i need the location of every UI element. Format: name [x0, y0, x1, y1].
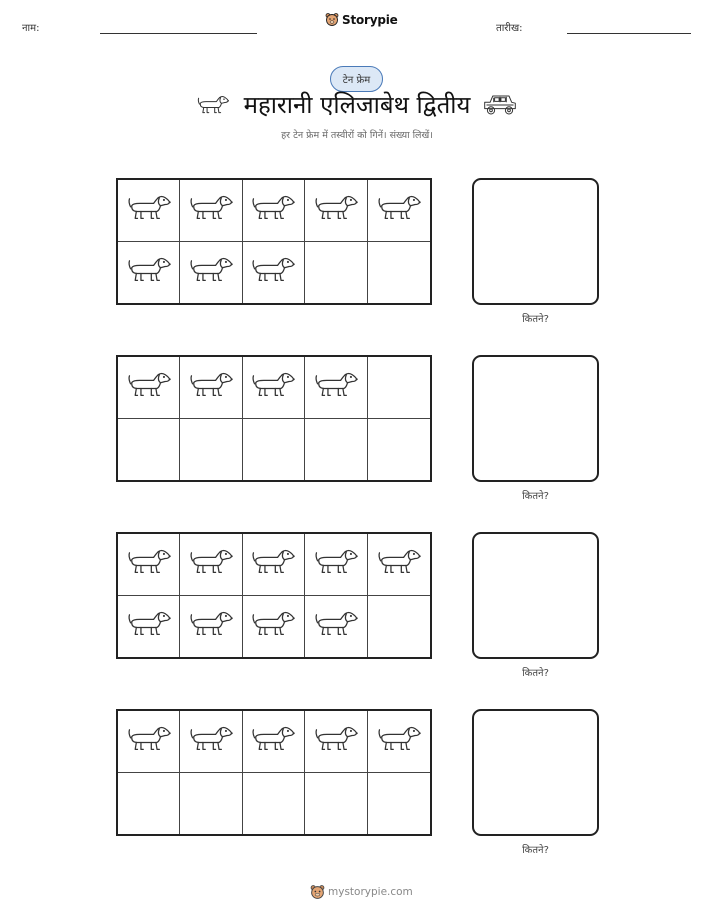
ten-frame-3 [116, 532, 432, 659]
dachshund-icon [313, 724, 359, 758]
dachshund-icon [250, 370, 296, 404]
ten-frame-cell [180, 419, 242, 481]
ten-frame-cell [368, 711, 430, 773]
ten-frame-cell [243, 242, 305, 304]
ten-frame-cell [118, 419, 180, 481]
storypie-bear-icon [310, 884, 325, 900]
ten-frame-cell [368, 180, 430, 242]
dachshund-icon [188, 193, 234, 227]
dachshund-icon [250, 193, 296, 227]
ten-frame-cell [368, 773, 430, 835]
dachshund-icon [250, 724, 296, 758]
ten-frame-cell [180, 242, 242, 304]
answer-box-3[interactable] [472, 532, 599, 659]
dachshund-icon [313, 193, 359, 227]
ten-frame-cell [118, 773, 180, 835]
dachshund-icon [376, 547, 422, 581]
ten-frame-cell [118, 180, 180, 242]
ten-frame-cell [368, 596, 430, 658]
dachshund-icon [126, 255, 172, 289]
dachshund-icon [250, 547, 296, 581]
ten-frame-cell [180, 596, 242, 658]
storypie-bear-icon [325, 12, 339, 27]
dachshund-icon [126, 724, 172, 758]
count-label-4: कितने? [522, 845, 549, 856]
dachshund-icon [188, 547, 234, 581]
answer-box-4[interactable] [472, 709, 599, 836]
ten-frame-cell [305, 773, 367, 835]
ten-frame-cell [243, 180, 305, 242]
ten-frame-cell [243, 711, 305, 773]
ten-frame-badge: टेन फ्रेम [330, 66, 383, 92]
ten-frame-cell [305, 596, 367, 658]
ten-frame-cell [243, 773, 305, 835]
ten-frame-cell [118, 242, 180, 304]
count-label-1: कितने? [522, 314, 549, 325]
name-label: नाम: [22, 23, 40, 34]
ten-frame-cell [368, 419, 430, 481]
ten-frame-cell [243, 534, 305, 596]
dachshund-icon [188, 724, 234, 758]
ten-frame-cell [368, 534, 430, 596]
dachshund-icon [126, 193, 172, 227]
dachshund-icon [313, 609, 359, 643]
dachshund-icon [188, 370, 234, 404]
ten-frame-4 [116, 709, 432, 836]
ten-frame-cell [180, 180, 242, 242]
name-line[interactable] [100, 33, 257, 34]
ten-frame-cell [180, 773, 242, 835]
worksheet-title: महारानी एलिजाबेथ द्वितीय [243, 91, 471, 119]
ten-frame-2 [116, 355, 432, 482]
answer-box-1[interactable] [472, 178, 599, 305]
ten-frame-cell [368, 357, 430, 419]
ten-frame-cell [243, 596, 305, 658]
jeep-icon [482, 92, 518, 118]
ten-frame-cell [118, 596, 180, 658]
dachshund-icon [188, 609, 234, 643]
dachshund-icon [126, 370, 172, 404]
ten-frame-cell [305, 419, 367, 481]
dachshund-icon [313, 370, 359, 404]
dachshund-icon [126, 609, 172, 643]
dachshund-icon [126, 547, 172, 581]
date-label: तारीख: [496, 23, 523, 34]
ten-frame-cell [243, 357, 305, 419]
ten-frame-cell [243, 419, 305, 481]
dachshund-icon [250, 255, 296, 289]
ten-frame-cell [305, 357, 367, 419]
count-label-3: कितने? [522, 668, 549, 679]
dachshund-icon [376, 193, 422, 227]
brand-logo [325, 12, 398, 27]
ten-frame-cell [180, 534, 242, 596]
ten-frame-cell [305, 242, 367, 304]
count-label-2: कितने? [522, 491, 549, 502]
footer [310, 884, 413, 900]
dachshund-icon [188, 255, 234, 289]
instructions: हर टेन फ्रेम में तस्वीरों को गिनें। संख्या लिखें। [281, 130, 433, 141]
ten-frame-1 [116, 178, 432, 305]
dachshund-icon [376, 724, 422, 758]
brand-name: Storypie [342, 12, 398, 27]
dachshund-icon [313, 547, 359, 581]
ten-frame-cell [180, 711, 242, 773]
ten-frame-cell [305, 534, 367, 596]
ten-frame-cell [305, 711, 367, 773]
ten-frame-cell [180, 357, 242, 419]
ten-frame-cell [118, 534, 180, 596]
ten-frame-cell [368, 242, 430, 304]
ten-frame-cell [118, 357, 180, 419]
ten-frame-cell [118, 711, 180, 773]
date-line[interactable] [567, 33, 691, 34]
footer-site: mystorypie.com [328, 886, 413, 898]
ten-frame-cell [305, 180, 367, 242]
dachshund-icon [250, 609, 296, 643]
answer-box-2[interactable] [472, 355, 599, 482]
